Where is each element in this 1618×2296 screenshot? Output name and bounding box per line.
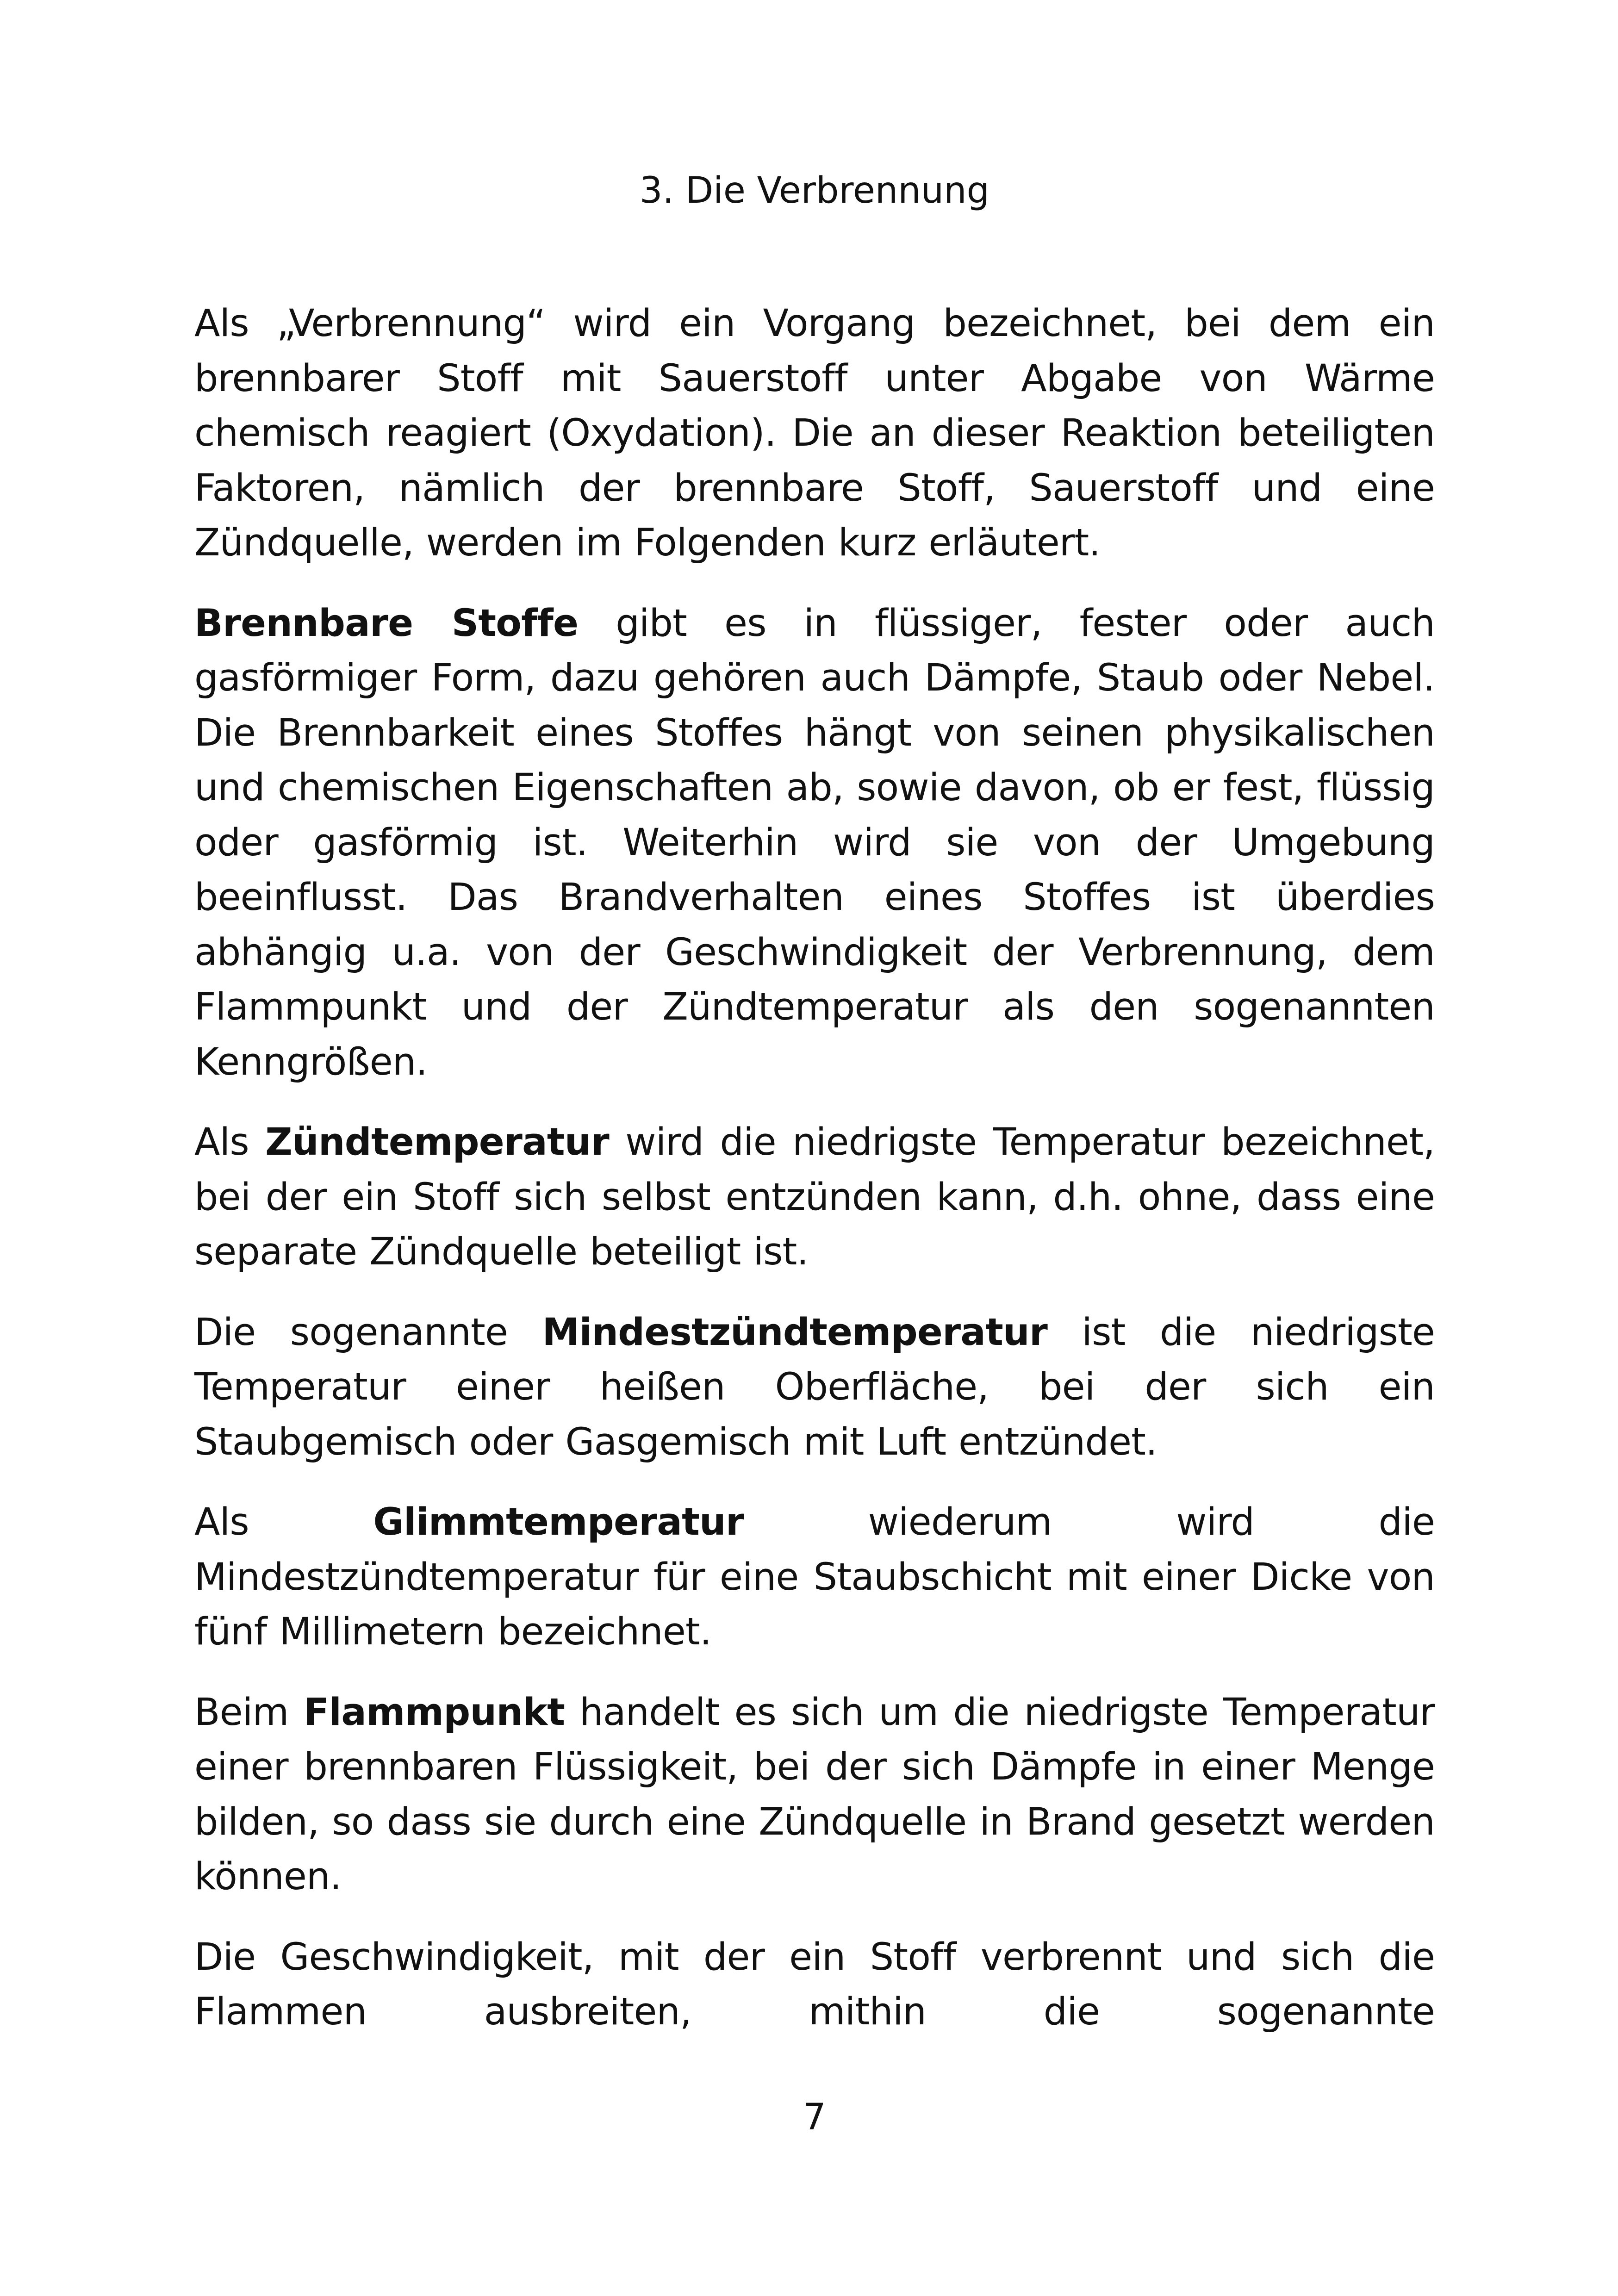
paragraph-definition-verbrennung xyxy=(194,296,1435,571)
paragraph-text: handelt es sich um die niedrigste Temperatur einer brennbaren Flüssigkeit, bei der sich Dämpfe in einer Menge bilden, so dass sie durch eine Zündquelle in Brand gesetzt werden können. xyxy=(194,1690,1435,1898)
paragraph-flammpunkt xyxy=(194,1685,1435,1904)
paragraph-geschwindigkeit xyxy=(194,1930,1435,2040)
paragraph-lead: Als xyxy=(194,1120,266,1164)
paragraph-zuendtemperatur xyxy=(194,1115,1435,1280)
paragraph-text: Als „Verbrennung“ wird ein Vorgang bezeichnet, bei dem ein brennbarer Stoff mit Sauerstoff unter Abgabe von Wärme chemisch reagiert (Oxydation). Die an dieser Reaktion beteiligten Faktoren, nämlich der brennbare Stoff, Sauerstoff und eine Zündquelle, werden im Folgenden kurz erläutert. xyxy=(194,302,1435,565)
paragraph-lead: Als xyxy=(194,1500,373,1544)
paragraph-text: ist die niedrigste Temperatur einer heißen Oberfläche, bei der sich ein Staubgemisch oder Gasgemisch mit Luft entzündet. xyxy=(194,1310,1435,1464)
paragraph-term: Brennbare Stoffe xyxy=(194,601,579,645)
paragraph-glimmtemperatur xyxy=(194,1495,1435,1660)
paragraph-lead: Die sogenannte xyxy=(194,1310,542,1354)
paragraph-text: wird die niedrigste Temperatur bezeichnet, bei der ein Stoff sich selbst entzünden kann, d.h. ohne, dass eine separate Zündquelle beteiligt ist. xyxy=(194,1120,1435,1274)
body-text xyxy=(194,296,1435,2065)
paragraph-term: Mindestzündtemperatur xyxy=(542,1310,1047,1354)
paragraph-lead: Beim xyxy=(194,1690,304,1734)
chapter-heading: 3. Die Verbrennung xyxy=(639,170,990,212)
paragraph-mindestzuendtemperatur xyxy=(194,1305,1435,1470)
paragraph-term: Glimmtemperatur xyxy=(373,1500,744,1544)
paragraph-term: Zündtemperatur xyxy=(265,1120,609,1164)
paragraph-brennbare-stoffe xyxy=(194,596,1435,1090)
paragraph-text: Die Geschwindigkeit, mit der ein Stoff verbrennt und sich die Flammen ausbreiten, mithin die sogenannte xyxy=(194,1935,1435,2034)
paragraph-term: Flammpunkt xyxy=(303,1690,565,1734)
paragraph-text: gibt es in flüssiger, fester oder auch gasförmiger Form, dazu gehören auch Dämpfe, Staub oder Nebel. Die Brennbarkeit eines Stoffes hängt von seinen physikalischen und chemischen Eigenschaften ab, sowie davon, ob er fest, flüssig oder gasförmig ist. Weiterhin wird sie von der Umgebung beeinflusst. Das Brandverhalten eines Stoffes ist überdies abhängig u.a. von der Geschwindigkeit der Verbrennung, dem Flammpunkt und der Zündtemperatur als den sogenannten Kenngrößen. xyxy=(194,601,1435,1084)
page-number: 7 xyxy=(803,2097,826,2138)
paragraph-text: wiederum wird die Mindestzündtemperatur für eine Staubschicht mit einer Dicke von fünf Millimetern bezeichnet. xyxy=(194,1500,1435,1654)
